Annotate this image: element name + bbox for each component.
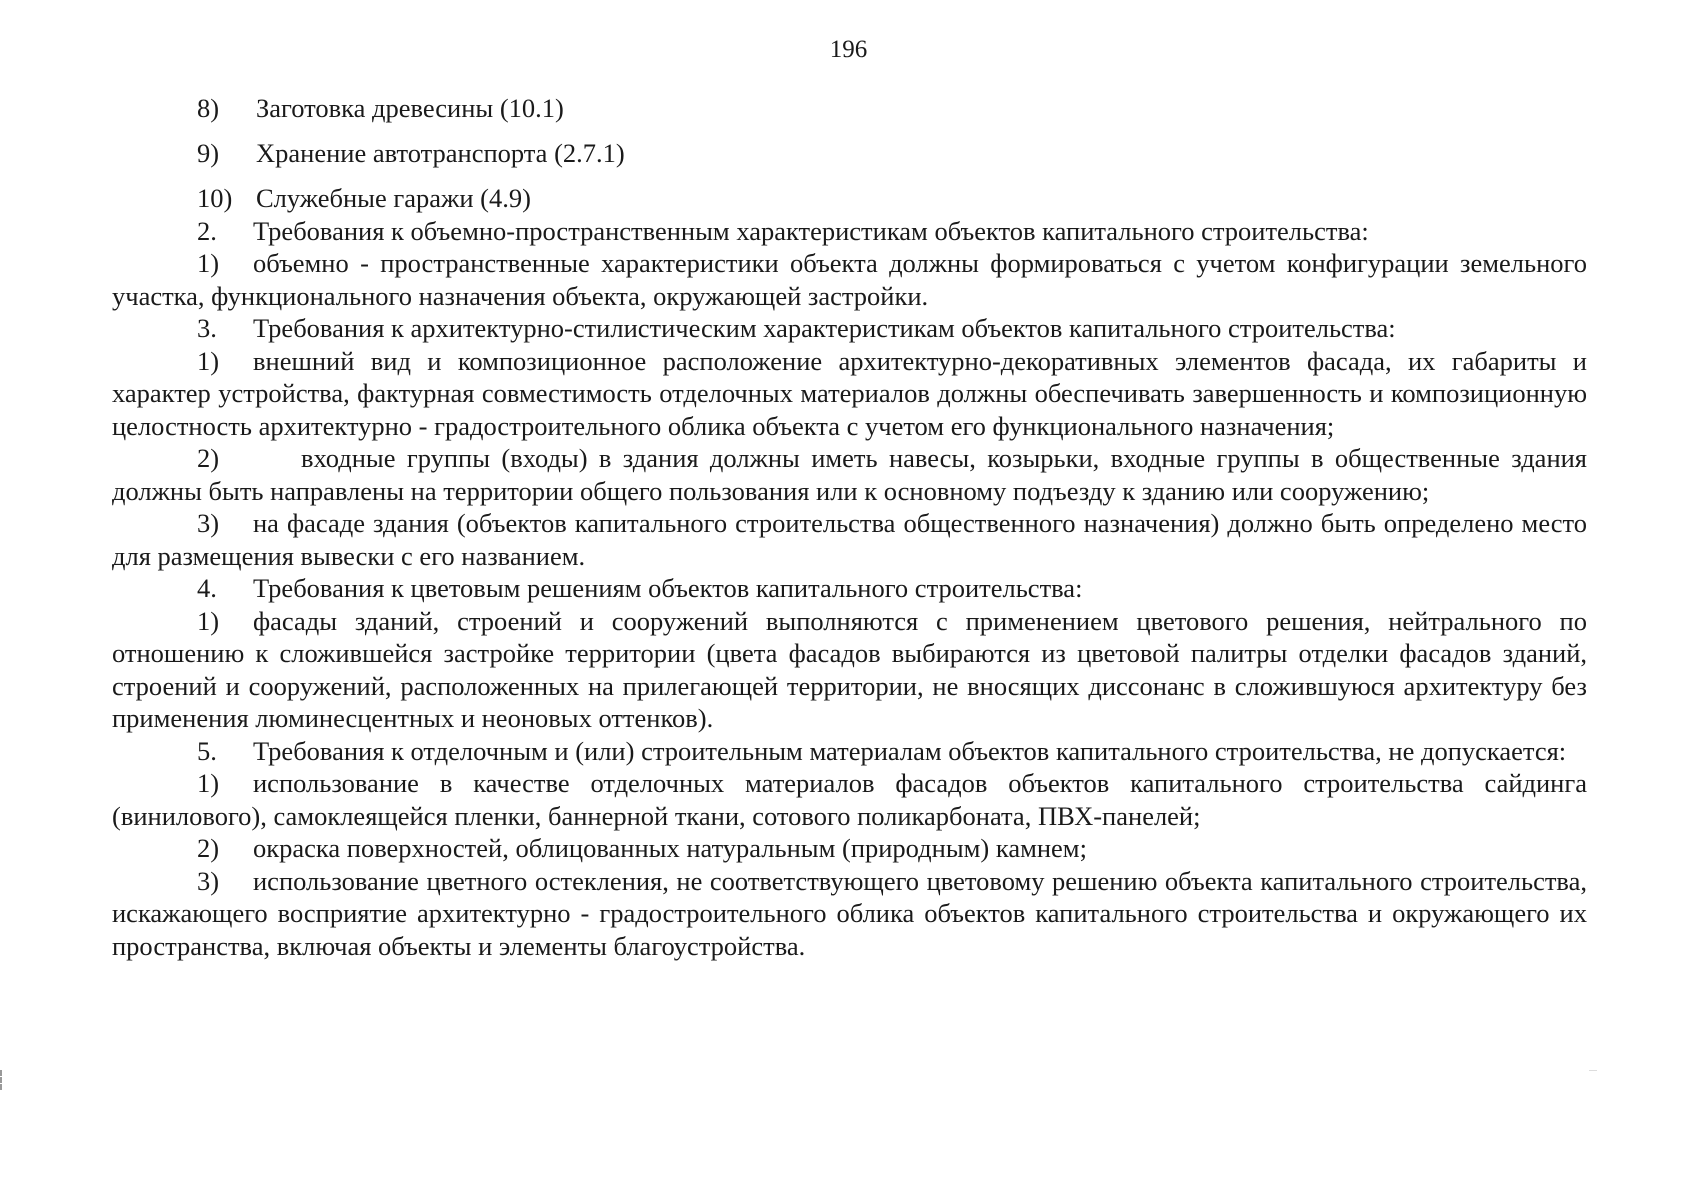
paragraph-item bbox=[112, 865, 1587, 963]
list-item-number: 9) bbox=[197, 138, 220, 168]
paragraph-text: Требования к архитектурно-стилистическим характеристикам объектов капитального строительства: bbox=[253, 313, 1396, 343]
list-item-text: Служебные гаражи (4.9) bbox=[256, 183, 531, 213]
list-item bbox=[197, 137, 1587, 170]
paragraph-text: использование цветного остекления, не соответствующего цветовому решению объекта капитального строительства, искажающего восприятие архитектурно - градостроительного облика объектов капитального строительства и окружающего их пространства, включая объекты и элементы благоустройства. bbox=[112, 865, 1587, 961]
list-item-number: 8) bbox=[197, 93, 220, 123]
paragraph-number: 4. bbox=[197, 573, 217, 603]
scan-edge-mark bbox=[0, 1070, 5, 1090]
paragraph-section-3 bbox=[112, 312, 1587, 345]
paragraph-section-5 bbox=[112, 735, 1587, 768]
paragraph-item bbox=[112, 832, 1587, 865]
paragraph-number: 2) bbox=[197, 443, 220, 473]
scan-dot-mark bbox=[1589, 1070, 1597, 1071]
paragraph-number: 1) bbox=[197, 248, 220, 278]
paragraph-number: 5. bbox=[197, 735, 217, 766]
paragraph-text: фасады зданий, строений и сооружений выполняются с применением цветового решения, нейтрального по отношению к сложившейся застройке территории (цвета фасадов выбираются из цветовой палитры отделки фасадов зданий, строений и сооружений, расположенных на прилегающей территории, не вносящих диссонанс в сложившуюся архитектуру без применения люминесцентных и неоновых оттенков). bbox=[112, 605, 1587, 733]
list-item-text: Заготовка древесины (10.1) bbox=[256, 93, 564, 123]
document-body bbox=[112, 92, 1587, 962]
paragraph-text: внешний вид и композиционное расположение архитектурно-декоративных элементов фасада, их габариты и характер устройства, фактурная совместимость отделочных материалов должны обеспечивать завершенность и композиционную целостность архитектурно - градостроительного облика объекта с учетом его функционального назначения; bbox=[112, 345, 1587, 441]
list-item-text: Хранение автотранспорта (2.7.1) bbox=[256, 138, 625, 168]
list-item bbox=[197, 182, 1587, 215]
list-item-number: 10) bbox=[197, 183, 233, 213]
page-number: 196 bbox=[829, 36, 868, 63]
list-item bbox=[197, 92, 1587, 125]
paragraph-number: 2. bbox=[197, 215, 217, 246]
paragraph-text: на фасаде здания (объектов капитального строительства общественного назначения) должно быть определено место для размещения вывески с его названием. bbox=[112, 508, 1587, 571]
paragraph-text: использование в качестве отделочных материалов фасадов объектов капитального строительства сайдинга (винилового), самоклеящейся пленки, баннерной ткани, сотового поликарбоната, ПВХ-панелей; bbox=[112, 768, 1587, 831]
paragraph-number: 1) bbox=[197, 768, 220, 798]
paragraph-number: 3. bbox=[197, 313, 217, 343]
paragraph-number: 2) bbox=[197, 833, 220, 863]
paragraph-item bbox=[112, 247, 1587, 312]
paragraph-section-2 bbox=[112, 215, 1587, 248]
paragraph-number: 1) bbox=[197, 345, 220, 376]
paragraph-number: 1) bbox=[197, 605, 220, 636]
paragraph-number: 3) bbox=[197, 508, 220, 538]
paragraph-text: входные группы (входы) в здания должны иметь навесы, козырьки, входные группы в общественные здания должны быть направлены на территории общего пользования или к основному подъезду к зданию или сооружению; bbox=[112, 443, 1587, 506]
paragraph-text: Требования к отделочным и (или) строительным материалам объектов капитального строительства, не допускается: bbox=[253, 735, 1567, 766]
paragraph-item bbox=[112, 442, 1587, 507]
activity-list bbox=[112, 92, 1587, 215]
paragraph-text: Требования к объемно-пространственным характеристикам объектов капитального строительства: bbox=[253, 215, 1369, 246]
paragraph-text: окраска поверхностей, облицованных натуральным (природным) камнем; bbox=[253, 833, 1087, 863]
paragraph-item bbox=[112, 767, 1587, 832]
paragraph-number: 3) bbox=[197, 865, 220, 896]
paragraph-section-4 bbox=[112, 572, 1587, 605]
paragraph-item bbox=[112, 605, 1587, 735]
paragraph-text: Требования к цветовым решениям объектов капитального строительства: bbox=[253, 573, 1083, 603]
paragraph-text: объемно - пространственные характеристики объекта должны формироваться с учетом конфигурации земельного участка, функционального назначения объекта, окружающей застройки. bbox=[112, 248, 1587, 311]
paragraph-item bbox=[112, 507, 1587, 572]
paragraph-item bbox=[112, 345, 1587, 443]
